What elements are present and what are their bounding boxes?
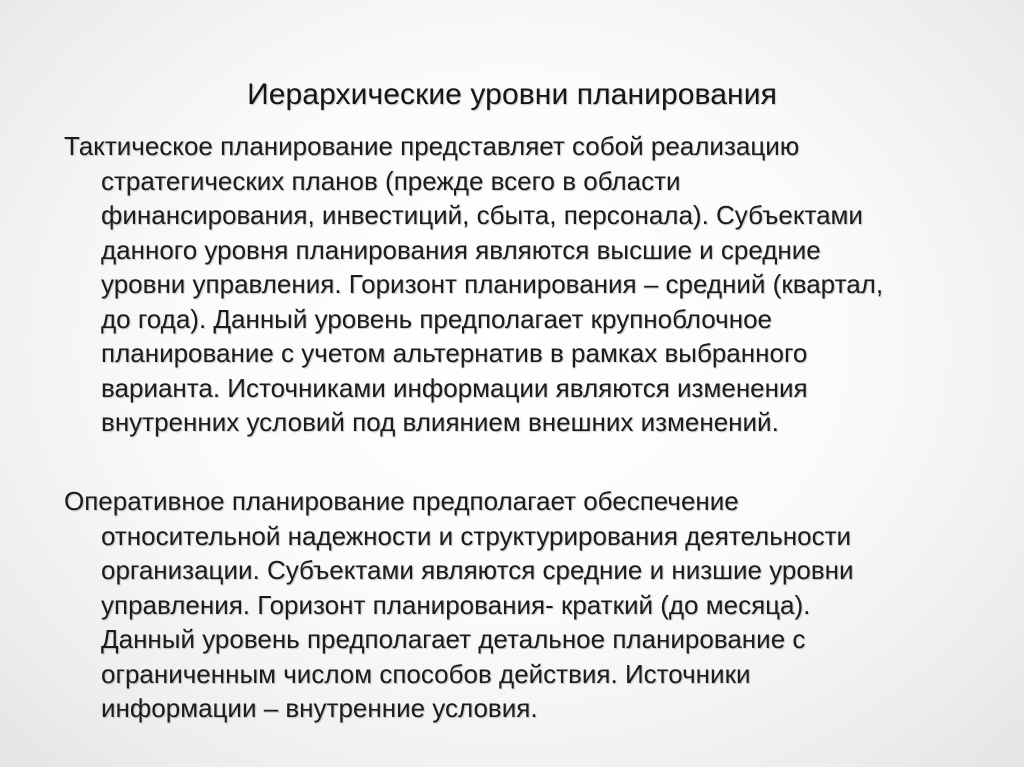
paragraph-line: Данный уровень предполагает детальное планирование с	[101, 624, 806, 654]
paragraph-operational-planning	[64, 484, 964, 726]
paragraph-tactical-planning	[64, 129, 964, 440]
paragraph-line: организации. Субъектами являются средние и низшие уровни	[101, 555, 854, 585]
paragraph-line: данного уровня планирования являются высшие и средние	[101, 234, 821, 265]
slide-title: Иерархические уровни планирования	[247, 78, 777, 111]
paragraph-line: Тактическое планирование представляет собой реализацию	[64, 131, 800, 161]
paragraph-line: стратегических планов (прежде всего в области	[101, 165, 681, 196]
paragraph-line: внутренних условий под влиянием внешних изменений.	[101, 407, 779, 437]
paragraph-line: варианта. Источниками информации являются изменения	[101, 372, 808, 403]
paragraph-line: управления. Горизонт планирования- краткий (до месяца).	[101, 589, 811, 620]
paragraph-line: информации – внутренние условия.	[101, 693, 538, 723]
paragraph-line: Оперативное планирование предполагает обеспечение	[64, 486, 739, 516]
paragraph-line: относительной надежности и структурирования деятельности	[101, 520, 852, 551]
paragraph-line: до года). Данный уровень предполагает крупноблочное	[101, 303, 772, 334]
paragraph-line: финансирования, инвестиций, сбыта, персонала). Субъектами	[101, 200, 863, 230]
paragraph-line: планирование с учетом альтернатив в рамках выбранного	[101, 338, 808, 368]
paragraph-line: уровни управления. Горизонт планирования – средний (квартал,	[101, 269, 884, 299]
paragraph-line: ограниченным числом способов действия. Источники	[101, 658, 751, 689]
